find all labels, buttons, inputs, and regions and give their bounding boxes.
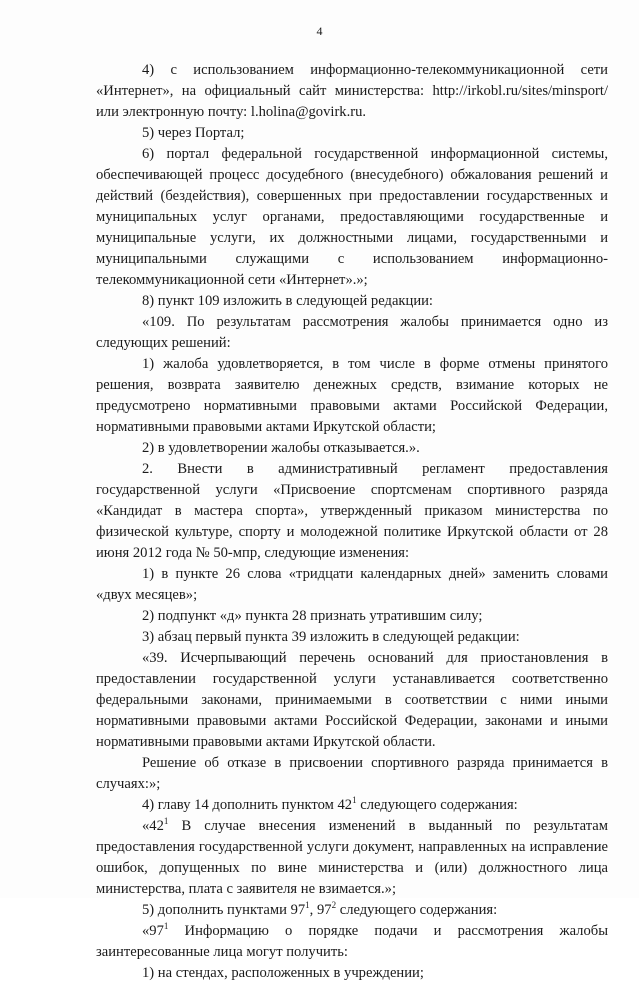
superscript: 1: [352, 795, 357, 806]
text-run: 5) дополнить пунктами 97: [142, 902, 306, 918]
paragraph-clause-39: «39. Исчерпывающий перечень оснований для приостановления в предоставлении государственной услуги устанавливается соответственно федеральными законами, принимаемыми в соответствии с ними иными нормативными правовыми актами Российской Федерации, законами и иными нормативными правовыми актами Иркутской области.: [96, 650, 608, 750]
text-run: следующего содержания:: [336, 902, 498, 918]
paragraph-decision-2: 2) в удовлетворении жалобы отказывается.».: [142, 440, 420, 456]
text-run: Информацию о порядке подачи и рассмотрения жалобы заинтересованные лица могут получить:: [96, 923, 608, 960]
paragraph-point-8: 8) пункт 109 изложить в следующей редакции:: [142, 293, 433, 309]
superscript: 1: [305, 900, 310, 911]
paragraph-item-5: 5) через Портал;: [142, 125, 245, 141]
paragraph-change-2: 2) подпункт «д» пункта 28 признать утратившим силу;: [142, 608, 483, 624]
text-run: 4) главу 14 дополнить пунктом 42: [142, 797, 353, 813]
paragraph-clause-97-1: [96, 921, 608, 963]
paragraph-decision-1: 1) жалоба удовлетворяется, в том числе в форме отмены принятого решения, возврата заявителю денежных средств, взимание которых не предусмотрено нормативными правовыми актами Российской Федерации, нормативными правовыми актами Иркутской области;: [96, 356, 608, 435]
paragraph-clause-42-1: [96, 816, 608, 900]
text-run: В случае внесения изменений в выданный по результатам предоставления государственной услуги документ, направленных на исправление ошибок, допущенных по вине министерства и (или) должностного лица министерства, плата с заявителя не взимается.»;: [96, 818, 608, 897]
paragraph-refusal-decision: Решение об отказе в присвоении спортивного разряда принимается в случаях:»;: [96, 755, 608, 792]
paragraph-item-4: 4) с использованием информационно-телекоммуникационной сети «Интернет», на официальный сайт министерства: http://irkobl.ru/sites/minsport/ или электронную почту: l.holina@govirk.ru.: [96, 62, 608, 120]
text-run: следующего содержания:: [356, 797, 518, 813]
text-run: «42: [142, 818, 164, 834]
paragraph-change-4: [96, 795, 608, 816]
paragraph-change-1: 1) в пункте 26 слова «тридцати календарных дней» заменить словами «двух месяцев»;: [96, 566, 608, 603]
document-body: [96, 60, 608, 984]
paragraph-change-5: [96, 900, 608, 921]
paragraph-change-3: 3) абзац первый пункта 39 изложить в следующей редакции:: [142, 629, 520, 645]
text-run: , 97: [309, 902, 332, 918]
paragraph-stands: 1) на стендах, расположенных в учреждении;: [142, 965, 424, 981]
superscript: 2: [331, 900, 337, 911]
page-number: 4: [316, 24, 323, 38]
paragraph-section-2: 2. Внести в административный регламент предоставления государственной услуги «Присвоение спортсменам спортивного разряда «Кандидат в мастера спорта», утвержденный приказом министерства по физической культуре, спорту и молодежной политике Иркутской области от 28 июня 2012 года № 50-мпр, следующие изменения:: [96, 461, 608, 561]
paragraph-clause-109: «109. По результатам рассмотрения жалобы принимается одно из следующих решений:: [96, 314, 608, 351]
paragraph-item-6: 6) портал федеральной государственной информационной системы, обеспечивающей процесс досудебного (внесудебного) обжалования решений и действий (бездействия), совершенных при предоставлении государственных и муниципальных услуг органами, предоставляющими государственные и муниципальные услуги, их должностными лицами, государственными и муниципальными служащими с использованием информационно-телекоммуникационной сети «Интернет».»;: [96, 146, 608, 288]
superscript: 1: [163, 816, 169, 827]
text-run: «97: [142, 923, 164, 939]
superscript: 1: [163, 921, 169, 932]
